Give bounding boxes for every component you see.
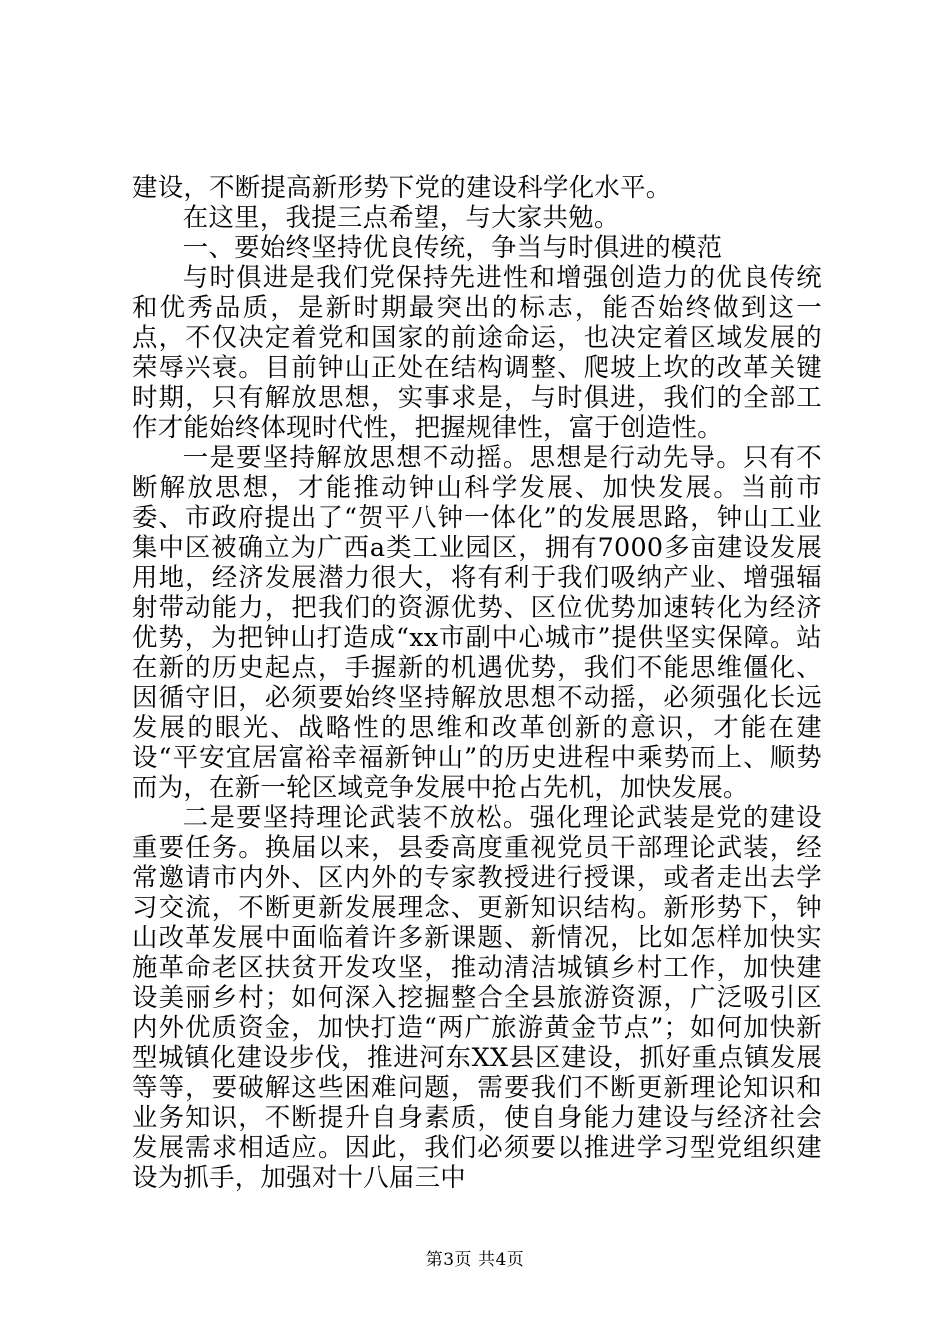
document-body [132, 172, 822, 1192]
paragraph-5: 一是要坚持解放思想不动摇。思想是行动先导。只有不断解放思想，才能推动钟山科学发展、加快发展。当前市委、市政府提出了“贺平八钟一体化”的发展思路，钟山工业集中区被确立为广西a类工业园区，拥有7000多亩建设发展用地，经济发展潜力很大，将有利于我们吸纳产业、增强辐射带动能力，把我们的资源优势、区位优势加速转化为经济优势，为把钟山打造成“xx市副中心城市”提供坚实保障。站在新的历史起点，手握新的机遇优势，我们不能思维僵化、因循守旧，必须要始终坚持解放思想不动摇，必须强化长远发展的眼光、战略性的思维和改革创新的意识，才能在建设“平安宜居富裕幸福新钟山”的历史进程中乘势而上、顺势而为，在新一轮区域竞争发展中抢占先机，加快发展。 [132, 442, 822, 802]
paragraph-6: 二是要坚持理论武装不放松。强化理论武装是党的建设重要任务。换届以来，县委高度重视党员干部理论武装，经常邀请市内外、区内外的专家教授进行授课，或者走出去学习交流，不断更新发展理念、更新知识结构。新形势下，钟山改革发展中面临着许多新课题、新情况，比如怎样加快实施革命老区扶贫开发攻坚，推动清洁城镇乡村工作，加快建设美丽乡村；如何深入挖掘整合全县旅游资源，广泛吸引区内外优质资金，加快打造“两广旅游黄金节点”；如何加快新型城镇化建设步伐，推进河东XX县区建设，抓好重点镇发展等等，要破解这些困难问题，需要我们不断更新理论知识和业务知识，不断提升自身素质，使自身能力建设与经济社会发展需求相适应。因此，我们必须要以推进学习型党组织建设为抓手，加强对十八届三中 [132, 802, 822, 1192]
page-number-footer: 第3页 共4页 [425, 1250, 525, 1270]
paragraph-4: 与时俱进是我们党保持先进性和增强创造力的优良传统和优秀品质，是新时期最突出的标志，能否始终做到这一点，不仅决定着党和国家的前途命运，也决定着区域发展的荣辱兴衰。目前钟山正处在结构调整、爬坡上坎的改革关键时期，只有解放思想，实事求是，与时俱进，我们的全部工作才能始终体现时代性，把握规律性，富于创造性。 [132, 262, 822, 442]
paragraph-1: 建设，不断提高新形势下党的建设科学化水平。 [132, 172, 672, 202]
paragraph-2: 在这里，我提三点希望，与大家共勉。 [182, 202, 620, 232]
section-heading: 一、要始终坚持优良传统，争当与时俱进的模范 [182, 232, 723, 262]
